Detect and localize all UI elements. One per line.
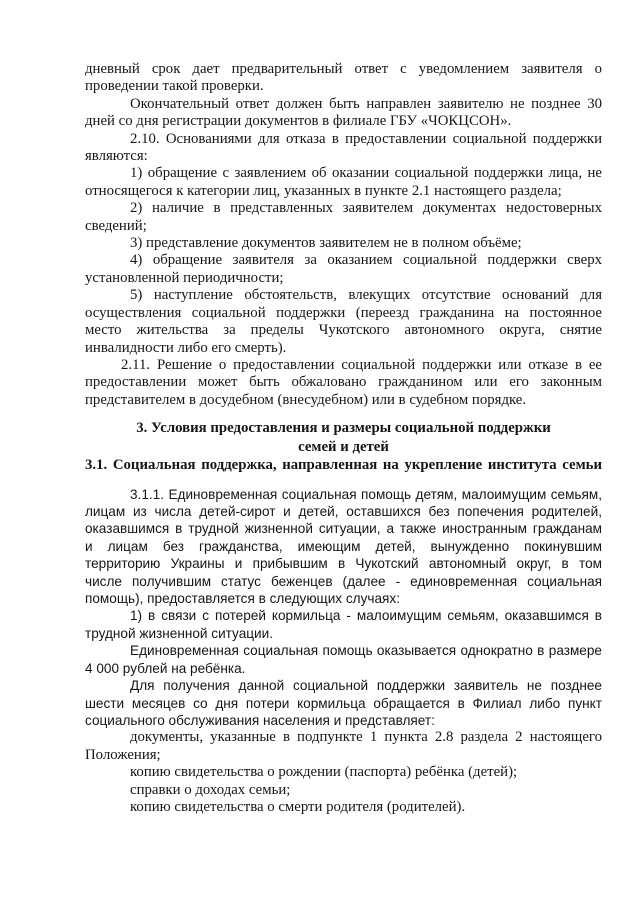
text-line: 5) наступление обстоятельств, влекущих отсутствие оснований для (130, 287, 602, 304)
text-line: инвалидности либо его смерть). (85, 339, 287, 356)
text-line: числе получившим статус беженцев (далее - единовременная социальная (85, 573, 602, 589)
text-line: осуществления социальной поддержки (переезд гражданина на постоянное (85, 304, 602, 321)
paragraph-2-10 (85, 131, 602, 166)
text-line: копию свидетельства о смерти родителя (родителей). (130, 798, 466, 815)
text-line: 2) наличие в представленных заявителем документах недостоверных (130, 200, 602, 217)
section-2-text (85, 61, 602, 409)
text-line: являются: (85, 148, 148, 165)
text-line: 4) обращение заявителя за оказанием социальной поддержки сверх (130, 252, 602, 269)
paragraph-continuation (85, 61, 602, 96)
paragraph-3-1-1 (85, 486, 602, 608)
text-line: и лицам без гражданства, имеющим детей, вынужденно покинувшим (85, 538, 602, 554)
text-line: лицам из числа детей-сирот и детей, оставшихся без попечения родителей, (85, 504, 602, 520)
paragraph-final-answer (85, 96, 602, 131)
list-item (85, 782, 602, 799)
text-line: Единовременная социальная помощь оказывается однократно в размере (130, 643, 602, 659)
text-line: помощь), предоставляется в следующих случаях: (85, 591, 400, 607)
section-heading: семей и детей (298, 438, 389, 455)
documents-list (85, 729, 602, 816)
section-3-heading-block (85, 419, 602, 475)
section-3-text (85, 486, 602, 817)
section-heading: 3. Условия предоставления и размеры социальной поддержки (136, 420, 551, 437)
list-item (85, 764, 602, 781)
list-item-2 (85, 200, 602, 235)
subsection-heading: 3.1. Социальная поддержка, направленная на укрепление института семьи (85, 457, 602, 474)
text-line: 1) обращение с заявлением об оказании социальной поддержки лица, не (130, 165, 602, 182)
list-item-3 (85, 235, 602, 252)
text-line: 4 000 рублей на ребёнка. (85, 660, 246, 676)
text-line: представителем в досудебном (внесудебном) или в судебном порядке. (85, 391, 527, 408)
text-line: трудной жизненной ситуации. (85, 625, 274, 641)
text-line: 2.10. Основаниями для отказа в предоставлении социальной поддержки (130, 130, 602, 147)
text-line: дней со дня регистрации документов в филиале ГБУ «ЧОКЦСОН». (85, 113, 512, 130)
text-line: дневный срок дает предварительный ответ с уведомлением заявителя о (85, 61, 602, 77)
text-line: относящегося к категории лиц, указанных в пункте 2.1 настоящего раздела; (85, 182, 562, 199)
text-line: место жительства за пределы Чукотского автономного округа, снятие (85, 322, 602, 339)
text-line: 3.1.1. Единовременная социальная помощь детям, малоимущим семьям, (130, 486, 602, 502)
list-item-4 (85, 252, 602, 287)
list-item-1 (85, 165, 602, 200)
text-line: 2.11. Решение о предоставлении социальной поддержки или отказе в ее (121, 356, 602, 373)
paragraph-amount (85, 642, 602, 677)
text-line: 1) в связи с потерей кормильца - малоимущим семьям, оказавшимся в (130, 608, 602, 624)
text-line: Для получения данной социальной поддержки заявитель не позднее (130, 678, 602, 694)
list-item (85, 799, 602, 816)
paragraph-2-11 (85, 357, 602, 409)
text-line: проведении такой проверки. (85, 78, 264, 95)
text-line: Положения; (85, 746, 161, 763)
text-line: 3) представление документов заявителем не в полном объёме; (130, 235, 522, 252)
text-line: оказавшимся в трудной жизненной ситуации, а также иностранным гражданам (85, 521, 602, 537)
text-line: документы, указанные в подпункте 1 пункта 2.8 раздела 2 настоящего (130, 729, 602, 746)
text-line: справки о доходах семьи; (130, 781, 291, 798)
text-line: копию свидетельства о рождении (паспорта) ребёнка (детей); (130, 764, 518, 781)
text-line: социального обслуживания населения и представляет: (85, 712, 435, 728)
document-body (85, 61, 602, 816)
text-line: шести месяцев со дня потери кормильца обращается в Филиал либо пункт (85, 695, 602, 711)
list-item-5 (85, 287, 602, 357)
paragraph-application (85, 677, 602, 729)
text-line: Окончательный ответ должен быть направлен заявителю не позднее 30 (130, 95, 602, 112)
sans-text-block (85, 486, 602, 730)
text-line: предоставлении может быть обжаловано гражданином или его законным (85, 374, 602, 391)
list-item-1 (85, 607, 602, 642)
text-line: установленной периодичности; (85, 269, 284, 286)
list-item (85, 729, 602, 764)
text-line: территорию Украины и прибывшим в Чукотский автономный округ, в том (85, 556, 602, 572)
text-line: сведений; (85, 217, 147, 234)
